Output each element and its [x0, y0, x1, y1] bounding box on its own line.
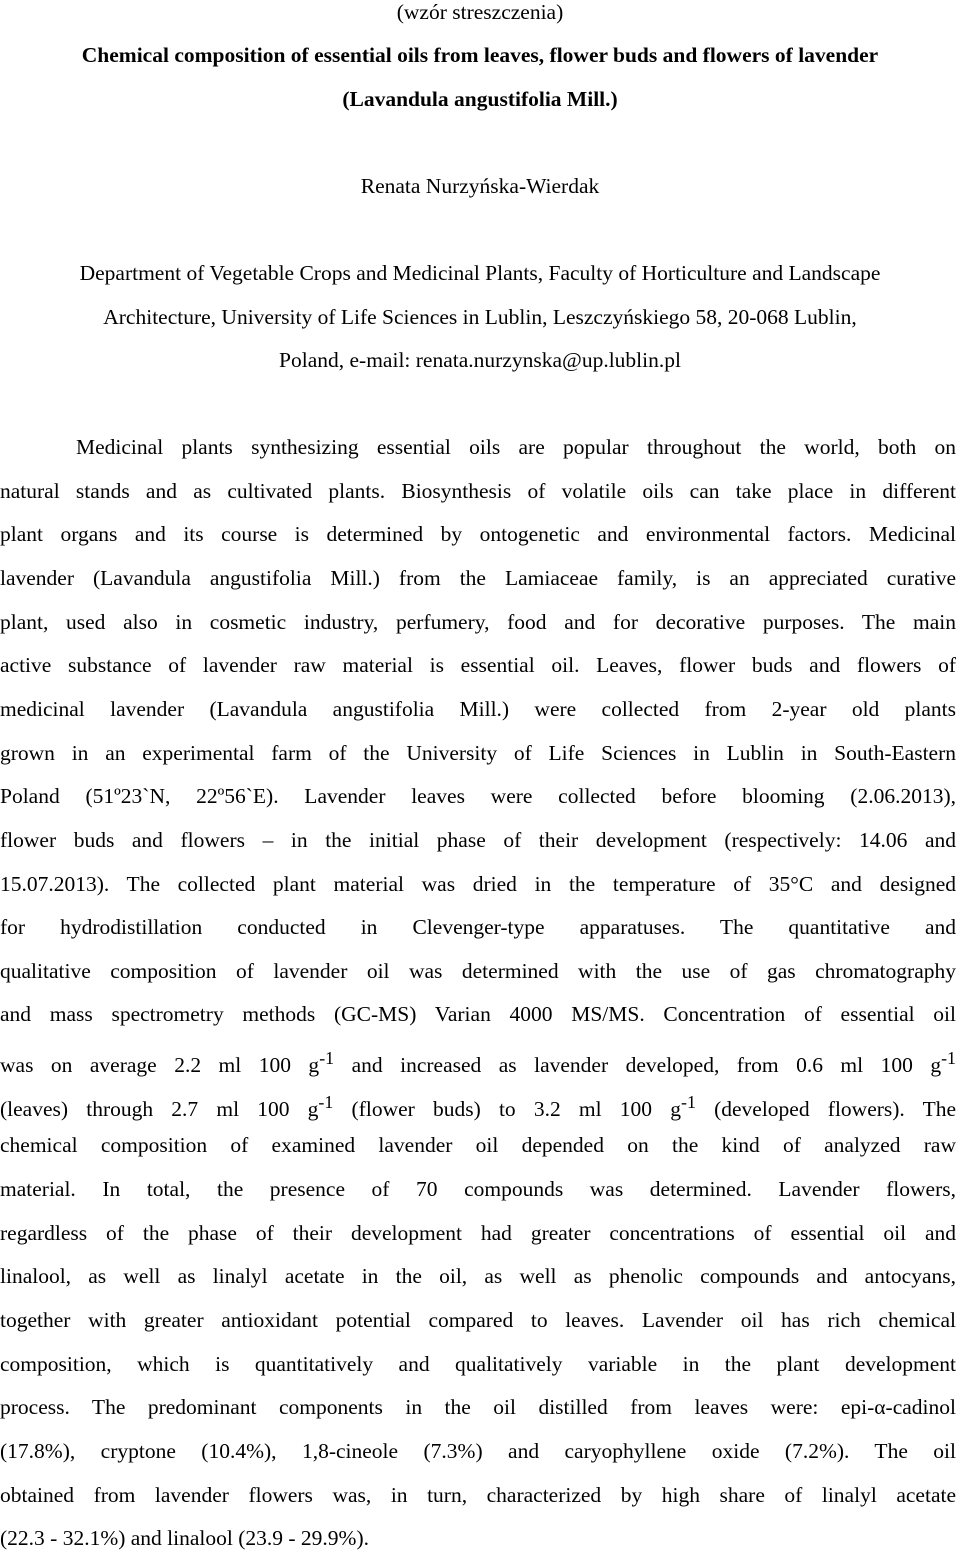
- abstract-line: Medicinal plants synthesizing essential oils are popular throughout the world, both on: [76, 435, 956, 459]
- abstract-line: plant, used also in cosmetic industry, perfumery, food and for decorative purposes. The main: [0, 610, 956, 634]
- abstract-line: composition, which is quantitatively and qualitatively variable in the plant development: [0, 1352, 956, 1376]
- abstract-line: plant organs and its course is determined by ontogenetic and environmental factors. Medicinal: [0, 522, 956, 546]
- abstract-line: for hydrodistillation conducted in Clevenger-type apparatuses. The quantitative and: [0, 915, 956, 939]
- abstract-line-with-superscript: was on average 2.2 ml 100 $g^{-1}$ and increased as lavender developed, from 0.6 ml 100 $g^{-1}$: [0, 1048, 956, 1078]
- author: Renata Nurzyńska-Wierdak: [360, 174, 600, 198]
- affiliation-line-1: Department of Vegetable Crops and Medicinal Plants, Faculty of Horticulture and Landscape: [79, 261, 881, 285]
- superscript: -1: [680, 1092, 696, 1112]
- title-line-1: Chemical composition of essential oils from leaves, flower buds and flowers of lavender: [81, 43, 879, 67]
- template-note: (wzór streszczenia): [396, 0, 564, 24]
- abstract-line: lavender (Lavandula angustifolia Mill.) from the Lamiaceae family, is an appreciated curative: [0, 566, 956, 590]
- superscript: -1: [941, 1048, 956, 1068]
- abstract-line: together with greater antioxidant potential compared to leaves. Lavender oil has rich chemical: [0, 1308, 956, 1332]
- title-line-2: (Lavandula angustifolia Mill.): [342, 87, 618, 111]
- abstract-line: natural stands and as cultivated plants. Biosynthesis of volatile oils can take place in different: [0, 479, 956, 503]
- abstract-line: flower buds and flowers – in the initial phase of their development (respectively: 14.06 and: [0, 828, 956, 852]
- abstract-line: qualitative composition of lavender oil was determined with the use of gas chromatography: [0, 959, 956, 983]
- abstract-line: material. In total, the presence of 70 compounds was determined. Lavender flowers,: [0, 1177, 956, 1201]
- abstract-line: linalool, as well as linalyl acetate in the oil, as well as phenolic compounds and antocyans,: [0, 1264, 956, 1288]
- abstract-line: (17.8%), cryptone (10.4%), 1,8-cineole (7.3%) and caryophyllene oxide (7.2%). The oil: [0, 1439, 956, 1463]
- abstract-line: chemical composition of examined lavender oil depended on the kind of analyzed raw: [0, 1133, 956, 1157]
- abstract-line: process. The predominant components in the oil distilled from leaves were: epi-α-cadinol: [0, 1395, 956, 1419]
- abstract-line: 15.07.2013). The collected plant material was dried in the temperature of 35°C and designed: [0, 872, 956, 896]
- affiliation-line-3: Poland, e-mail: renata.nurzynska@up.lublin.pl: [279, 348, 681, 372]
- abstract-line: grown in an experimental farm of the University of Life Sciences in Lublin in South-Eastern: [0, 741, 956, 765]
- abstract-last-line: (22.3 - 32.1%) and linalool (23.9 - 29.9%).: [0, 1526, 370, 1550]
- abstract-line: regardless of the phase of their development had greater concentrations of essential oil and: [0, 1221, 956, 1245]
- affiliation-line-2: Architecture, University of Life Sciences in Lublin, Leszczyńskiego 58, 20-068 Lublin,: [103, 305, 857, 329]
- superscript: -1: [319, 1048, 335, 1068]
- abstract-line: medicinal lavender (Lavandula angustifolia Mill.) were collected from 2-year old plants: [0, 697, 956, 721]
- abstract-line: and mass spectrometry methods (GC-MS) Varian 4000 MS/MS. Concentration of essential oil: [0, 1002, 956, 1026]
- abstract-line-with-superscript: (leaves) through 2.7 ml 100 $g^{-1}$ (flower buds) to 3.2 ml 100 $g^{-1}$ (developed flowers). The: [0, 1092, 957, 1122]
- abstract-line: active substance of lavender raw material is essential oil. Leaves, flower buds and flowers of: [0, 653, 956, 677]
- abstract-line: Poland (51º23`N, 22º56`E). Lavender leaves were collected before blooming (2.06.2013),: [0, 784, 956, 808]
- superscript: -1: [318, 1092, 334, 1112]
- abstract-line: obtained from lavender flowers was, in turn, characterized by high share of linalyl acetate: [0, 1483, 956, 1507]
